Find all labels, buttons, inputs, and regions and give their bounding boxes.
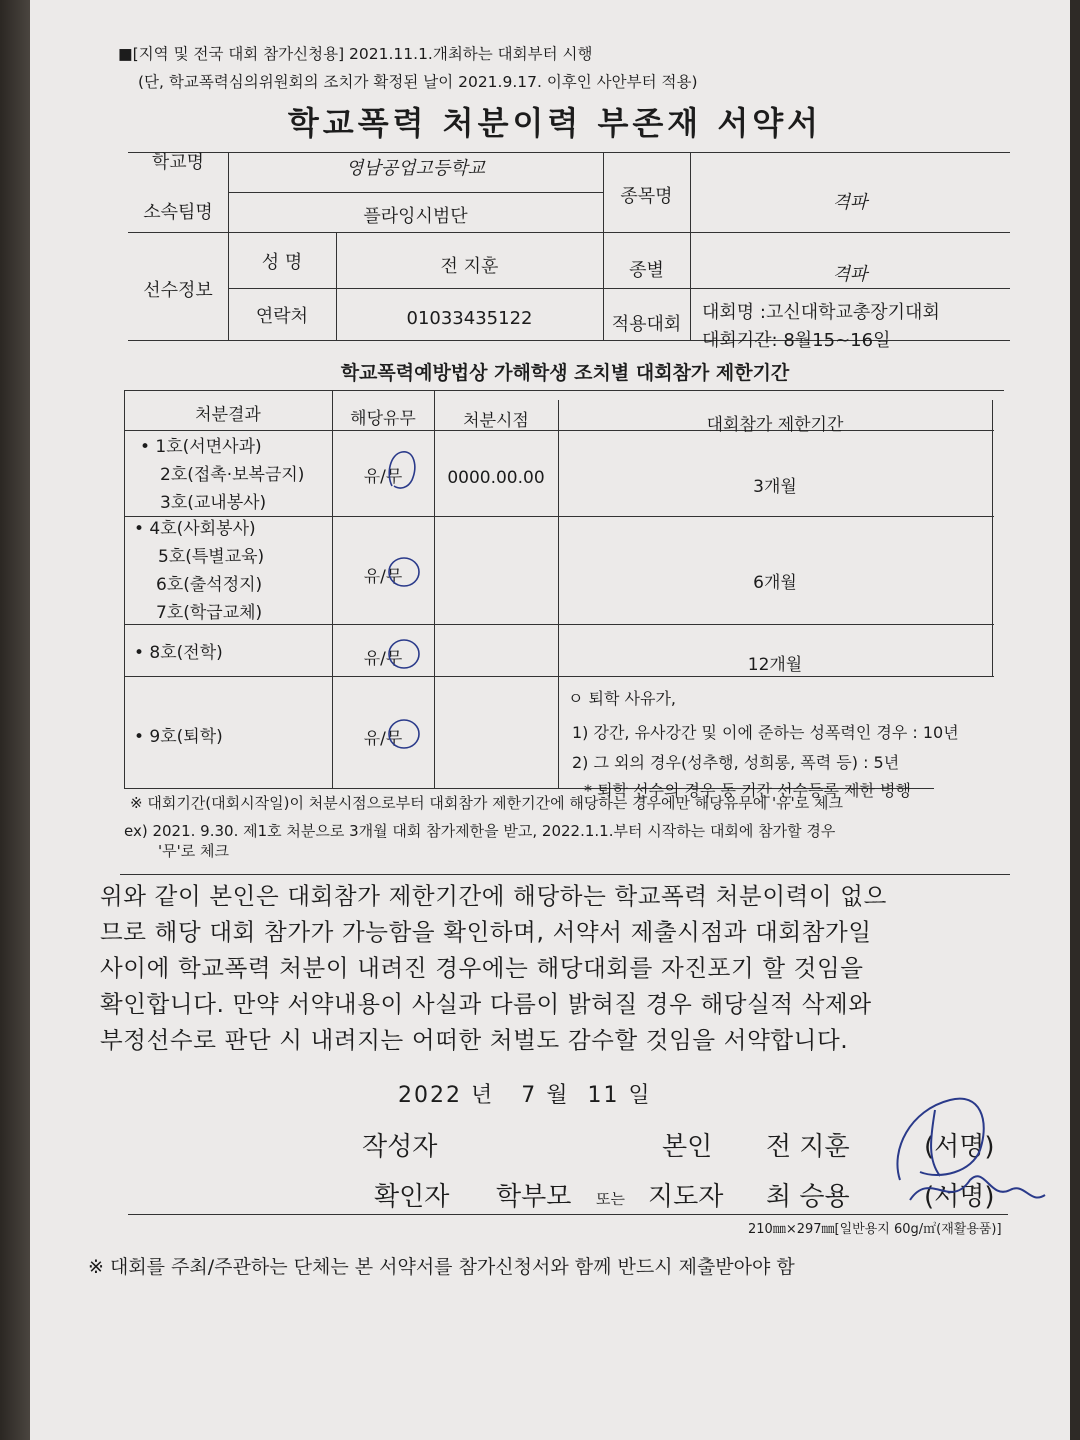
instructor-label: 지도자 (648, 1182, 724, 1212)
note-2: ex) 2021. 9.30. 제1호 처분으로 3개월 대회 참가제한을 받고, 2022.1.1.부터 시작하는 대회에 참가할 경우 (124, 822, 836, 840)
col-header-limit: 대회참가 제한기간 (706, 415, 844, 435)
check-circle-mark (384, 446, 424, 496)
info-table (98, 140, 1010, 351)
signature-scribble (900, 1160, 1060, 1220)
self-label: 본인 (662, 1132, 713, 1162)
row1-limit: 3개월 (753, 477, 797, 497)
disciplinary-table (94, 390, 994, 800)
col-header-result: 처분결과 (195, 405, 261, 425)
row4-check: 유/무 (363, 729, 403, 749)
row2-item2: 5호(특별교육) (158, 547, 265, 567)
school-value: 영남공업고등학교 (345, 158, 486, 179)
category-label: 종별 (629, 260, 664, 281)
row1-item2: 2호(접촉·보복금지) (160, 465, 305, 485)
instructor-name: 최 승용 (766, 1182, 850, 1212)
category-value: 격파 (832, 264, 868, 285)
row2-item4: 7호(학급교체) (156, 603, 263, 623)
event-value: 격파 (832, 192, 868, 213)
contact-label: 연락처 (255, 306, 309, 327)
player-info-label: 선수정보 (143, 280, 213, 301)
pledge-date: 2022 년 7 월 11 일 (398, 1083, 652, 1108)
event-label: 종목명 (620, 186, 673, 207)
paper-spec: 210㎜×297㎜[일반용지 60g/㎡(재활용품)] (748, 1222, 1002, 1237)
verifier-label: 확인자 (374, 1182, 450, 1212)
team-value: 플라잉시범단 (363, 206, 468, 227)
section-title: 학교폭력예방법상 가해학생 조치별 대회참가 제한기간 (340, 362, 790, 384)
competition-label: 적용대회 (611, 314, 682, 335)
row3-limit: 12개월 (747, 655, 803, 675)
row2-item3: 6호(출석정지) (156, 575, 263, 595)
photo-background (0, 0, 30, 1440)
name-label: 성 명 (261, 252, 303, 273)
pledge-line: 므로 해당 대회 참가가 가능함을 확인하며, 서약서 제출시점과 대회참가일 (100, 918, 872, 946)
row1-item1: • 1호(서면사과) (140, 437, 262, 457)
row2-check: 유/무 (363, 567, 403, 587)
row4-item1: • 9호(퇴학) (134, 727, 223, 747)
check-circle-mark (384, 634, 424, 674)
sign-mark-2: (서명) (924, 1182, 995, 1212)
row1-item3: 3호(교내봉사) (160, 493, 267, 513)
name-value: 전 지훈 (440, 256, 499, 277)
document-title: 학교폭력 처분이력 부존재 서약서 (287, 104, 823, 142)
or-label: 또는 (596, 1190, 625, 1208)
school-label: 학교명 (151, 152, 205, 173)
row4-limit-line1: ㅇ 퇴학 사유가, (568, 689, 676, 708)
pledge-line: 위와 같이 본인은 대회참가 제한기간에 해당하는 학교폭력 처분이력이 없으 (100, 882, 887, 910)
pledge-line: 부정선수로 판단 시 내려지는 어떠한 처벌도 감수할 것임을 서약합니다. (100, 1026, 849, 1054)
writer-label: 작성자 (362, 1132, 438, 1162)
contact-value: 01033435122 (406, 308, 533, 329)
col-header-date: 처분시점 (463, 411, 529, 431)
note-1: ※ 대회기간(대회시작일)이 처분시점으로부터 대회참가 제한기간에 해당하는 경우에만 해당유무에 '유'로 체크 (130, 794, 843, 812)
parent-label: 학부모 (496, 1182, 572, 1212)
row4-limit-line2: 1) 강간, 유사강간 및 이에 준하는 성폭력인 경우 : 10년 (572, 723, 959, 742)
row4-limit-line3: 2) 그 외의 경우(성추행, 성희롱, 폭력 등) : 5년 (572, 753, 900, 772)
row1-date: 0000.00.00 (447, 468, 545, 488)
sign-mark-1: (서명) (924, 1132, 995, 1162)
header-line-1: ■[지역 및 전국 대회 참가신청용] 2021.11.1.개최하는 대회부터 시행 (118, 45, 593, 63)
row3-item1: • 8호(전학) (134, 643, 223, 663)
pledge-line: 확인합니다. 만약 서약내용이 사실과 다름이 밝혀질 경우 해당실적 삭제와 (100, 990, 872, 1018)
footer-note: ※ 대회를 주최/주관하는 단체는 본 서약서를 참가신청서와 함께 반드시 제출받아야 함 (88, 1256, 795, 1278)
competition-name: 대회명 :고신대학교총장기대회 (702, 302, 940, 323)
header-line-2: (단, 학교폭력심의위원회의 조치가 확정된 날이 2021.9.17. 이후인 사안부터 적용) (138, 73, 698, 91)
pledge-text (100, 878, 960, 1058)
col-header-applicable: 해당유무 (350, 409, 416, 429)
row2-limit: 6개월 (753, 573, 797, 593)
row1-check: 유/무 (363, 467, 403, 487)
row3-check: 유/무 (363, 649, 403, 669)
check-circle-mark (384, 552, 424, 592)
row4-limit-line4: * 퇴학 선수의 경우 동 기간 선수등록 제한 병행 (584, 781, 911, 800)
competition-period: 대회기간: 8월15~16일 (702, 330, 891, 351)
team-label: 소속팀명 (143, 202, 213, 223)
row2-item1: • 4호(사회봉사) (134, 519, 256, 539)
self-name: 전 지훈 (766, 1132, 850, 1162)
check-circle-mark (384, 714, 424, 754)
pledge-line: 사이에 학교폭력 처분이 내려진 경우에는 해당대회를 자진포기 할 것임을 (100, 954, 864, 982)
note-3: '무'로 체크 (158, 842, 229, 860)
